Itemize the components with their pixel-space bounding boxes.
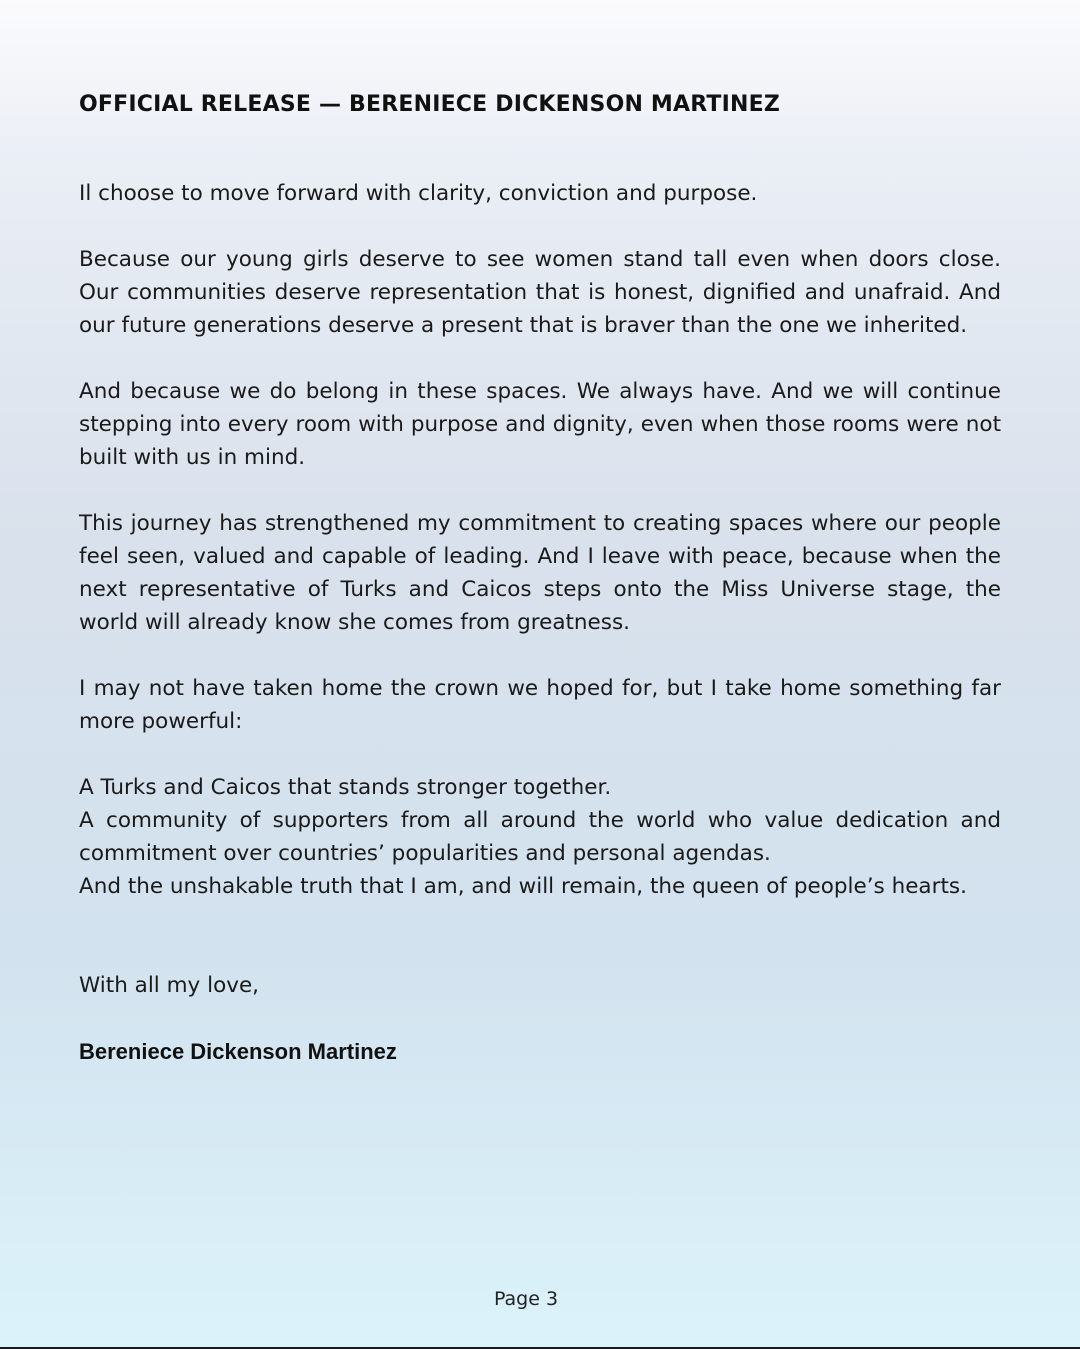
document-body [79, 177, 1001, 1101]
paragraph-opening: Il choose to move forward with clarity, conviction and purpose. [79, 181, 758, 206]
document-title: OFFICIAL RELEASE — BERENIECE DICKENSON MARTINEZ [79, 92, 780, 117]
statement-list [79, 771, 1001, 903]
statement-line-3: And the unshakable truth that I am, and will remain, the queen of people’s hearts. [79, 874, 967, 899]
paragraph-crown: I may not have taken home the crown we hoped for, but I take home something far more powerful: [79, 676, 1001, 734]
statement-line-2: A community of supporters from all around the world who value dedication and commitment over countries’ popularities and personal agendas. [79, 808, 1001, 866]
paragraph-young-girls: Because our young girls deserve to see women stand tall even when doors close. Our communities deserve representation that is honest, dignified and unafraid. And our future generations deserve a present that is braver than the one we inherited. [79, 247, 1001, 338]
paragraph-belong: And because we do belong in these spaces. We always have. And we will continue stepping into every room with purpose and dignity, even when those rooms were not built with us in mind. [79, 379, 1001, 470]
closing-line: With all my love, [79, 973, 260, 998]
page-number: Page 3 [493, 1288, 559, 1310]
statement-line-1: A Turks and Caicos that stands stronger together. [79, 775, 612, 800]
signature: Bereniece Dickenson Martinez [79, 1039, 397, 1064]
closing-block [79, 969, 1001, 1068]
paragraph-journey: This journey has strengthened my commitment to creating spaces where our people feel seen, valued and capable of leading. And I leave with peace, because when the next representative of Turks and Caicos steps onto the Miss Universe stage, the world will already know she comes from greatness. [79, 511, 1001, 635]
